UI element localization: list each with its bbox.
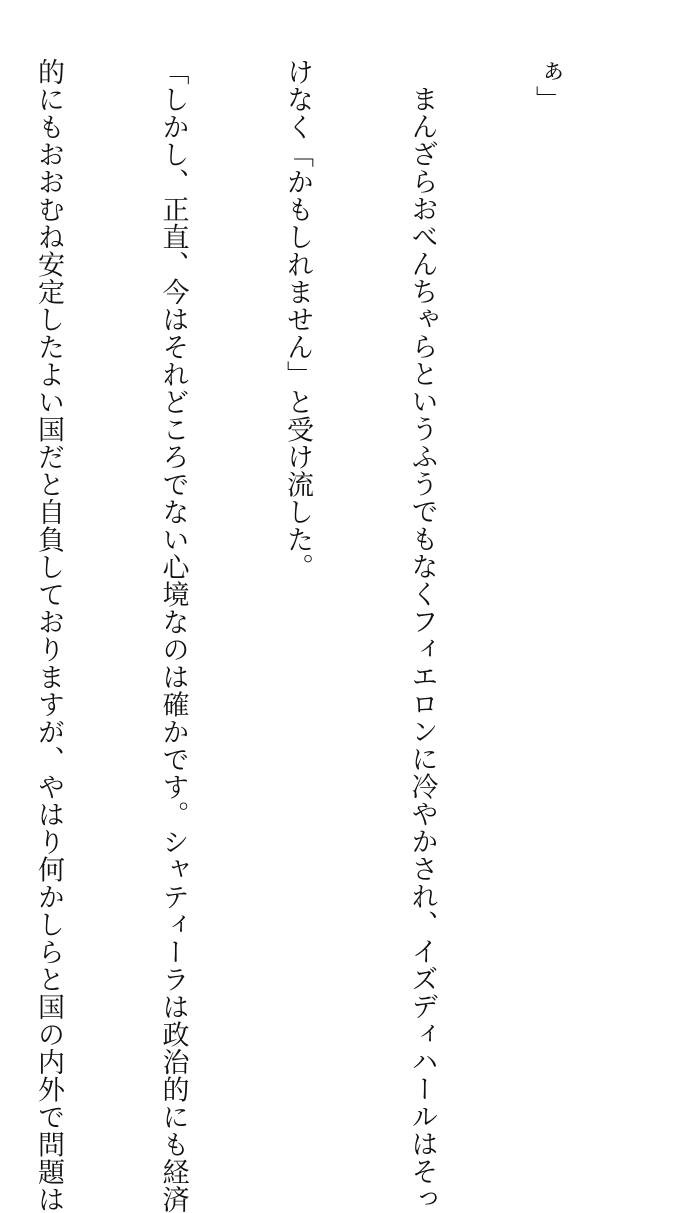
text-line: まんざらおべんちゃらというふうでもなくフィエロンに冷やかされ、イズディハールはそっ <box>406 85 438 1213</box>
text-line: 的にもおおむね安定したよい国だと自負しておりますが、やはり何かしらと国の内外で問題は <box>33 58 64 1213</box>
text-line: けなく「かもしれません」と受け流した。 <box>282 58 313 581</box>
vertical-text-body <box>0 58 650 1213</box>
text-line: ぁ」 <box>531 58 562 113</box>
text-line: 「しかし、正直、今はそれどころでない心境なのは確かです。シャティーラは政治的にも経済 <box>157 58 189 1213</box>
